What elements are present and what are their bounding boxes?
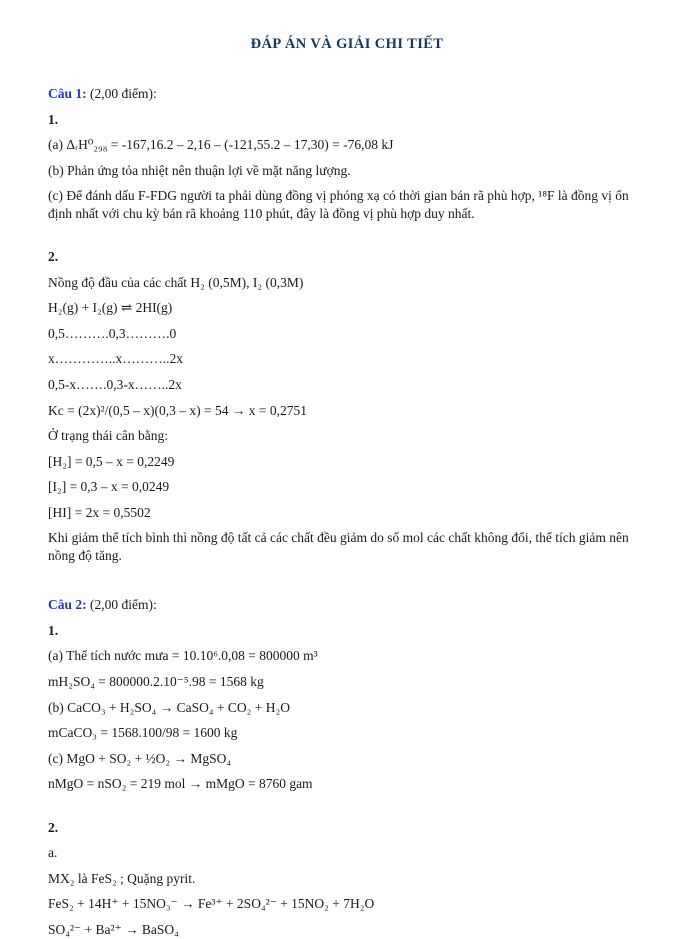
part-number: 2.: [48, 249, 59, 265]
equation-line: mCaCO₃ = 1568.100/98 = 1600 kg: [48, 725, 238, 741]
text-line: Ở trạng thái cân bằng:: [48, 428, 168, 444]
equation-line: (c) MgO + SO₂ + ½O₂ → MgSO₄: [48, 750, 232, 766]
text-line: (b) Phản ứng tỏa nhiệt nên thuận lợi về mặt năng lượng.: [48, 162, 351, 178]
equation-line: [H₂] = 0,5 – x = 0,2249: [48, 453, 175, 469]
text-line: (a) Thể tích nước mưa = 10.10⁶.0,08 = 800000 m³: [48, 648, 318, 664]
equation-line: nMgO = nSO₂ = 219 mol → mMgO = 8760 gam: [48, 776, 313, 792]
text-line: x…………..x………..2x: [48, 351, 183, 367]
question-label: Câu 2:: [48, 597, 87, 613]
equation-line: mH₂SO₄ = 800000.2.10⁻⁵.98 = 1568 kg: [48, 674, 264, 690]
equation-line: [HI] = 2x = 0,5502: [48, 504, 151, 520]
equation-line: [I₂] = 0,3 – x = 0,0249: [48, 479, 170, 495]
question-label: Câu 1:: [48, 86, 87, 101]
question-points: (2,00 điểm):: [86, 597, 157, 613]
text-line: Khi giảm thể tích bình thì nồng độ tất cả các chất đều giảm do số mol các chất không đổi, thể tích giảm nên nồng độ tăng.: [48, 530, 629, 563]
text-line: 0,5-x…….0,3-x……..2x: [48, 377, 182, 393]
part-number: 2.: [48, 819, 59, 835]
part-number: 1.: [48, 111, 59, 127]
text-line: MX₂ là FeS₂ ; Quặng pyrit.: [48, 870, 196, 886]
text-line: (c) Để đánh dấu F-FDG người ta phải dùng đồng vị phóng xạ có thời gian bán rã phù hợp, ¹⁸F là đồng vị ổn định nhất với chu kỳ bán rã khoảng 110 phút, đây là đồng vị phù hợp duy nhất.: [48, 188, 629, 221]
section-cau-1: [48, 85, 646, 564]
question-points: (2,00 điểm):: [86, 86, 157, 101]
sub-part-label: a.: [48, 845, 58, 861]
equation-line: (b) CaCO₃ + H₂SO₄ → CaSO₄ + CO₂ + H₂O: [48, 699, 290, 715]
text-line: Nồng độ đầu của các chất H₂ (0,5M), I₂ (0,3M): [48, 274, 304, 290]
section-header: [48, 596, 646, 614]
document-title: ĐÁP ÁN VÀ GIẢI CHI TIẾT: [250, 36, 444, 52]
text-line: (a) ΔᵣH⁰₂₉₈ = -167,16.2 – 2,16 – (-121,55.2 – 17,30) = -76,08 kJ: [48, 137, 394, 153]
part-number: 1.: [48, 622, 59, 638]
equation-line: SO₄²⁻ + Ba²⁺ → BaSO₄: [48, 921, 179, 937]
equation-line: H₂(g) + I₂(g) ⇌ 2HI(g): [48, 300, 173, 316]
equation-line: Kc = (2x)²/(0,5 – x)(0,3 – x) = 54 → x = 0,2751: [48, 402, 307, 418]
section-header: [48, 85, 646, 103]
section-cau-2: [48, 596, 646, 938]
text-line: 0,5……….0,3……….0: [48, 325, 177, 341]
equation-line: FeS₂ + 14H⁺ + 15NO₃⁻ → Fe³⁺ + 2SO₄²⁻ + 15NO₂ + 7H₂O: [48, 896, 375, 912]
